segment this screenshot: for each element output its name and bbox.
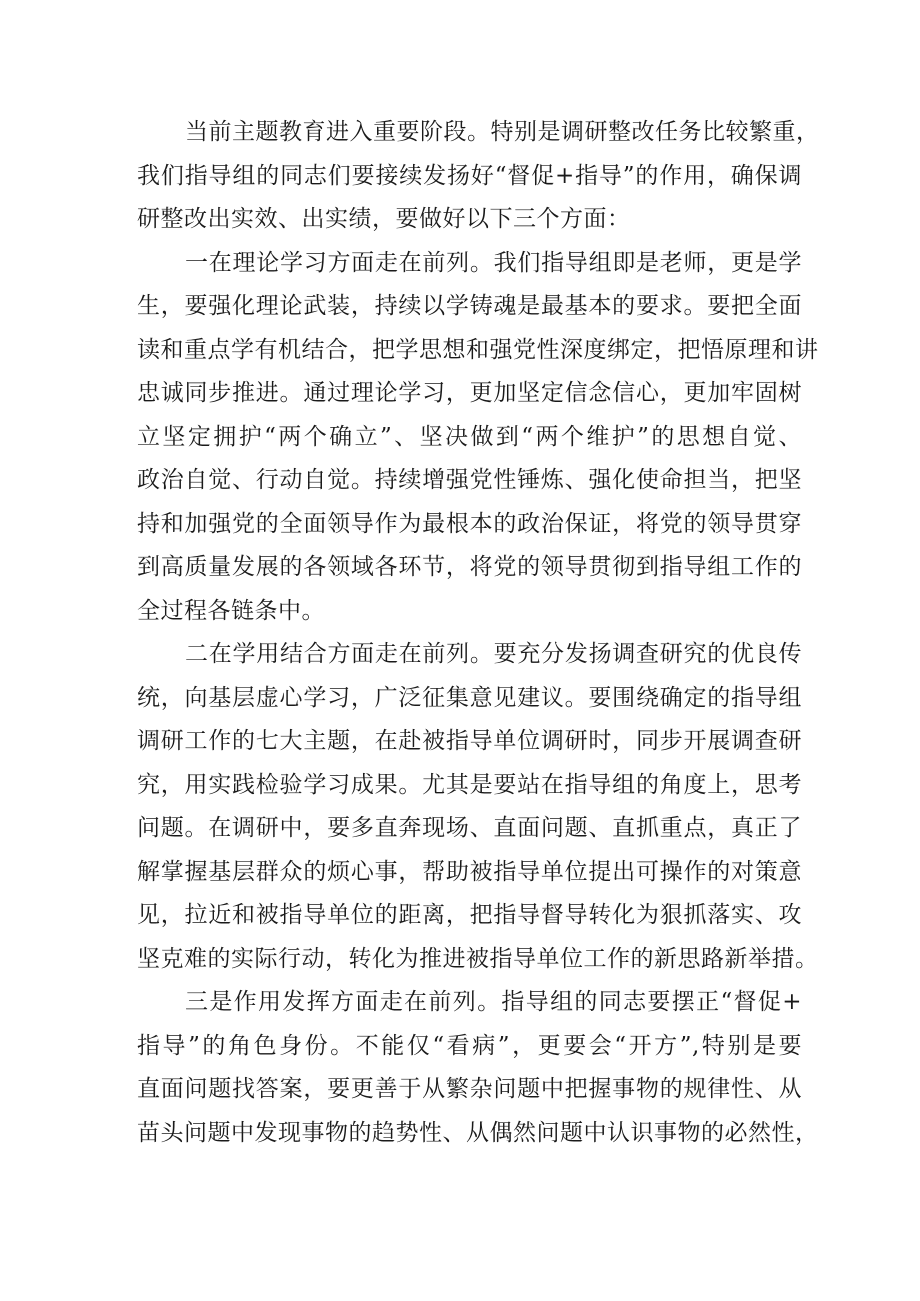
paragraph-3-line-2: 统，向基层虚心学习，广泛征集意见建议。要围绕确定的指导组 xyxy=(137,684,802,711)
paragraph-3-line-1: 二在学用结合方面走在前列。要充分发扬调查研究的优良传 xyxy=(185,641,802,667)
paragraph-4-line-2: 指导”的角色身份。不能仅“看病”，更要会“开方”,特别是要 xyxy=(137,1032,802,1059)
paragraph-2-line-3: 读和重点学有机结合，把学思想和强党性深度绑定，把悟原理和讲 xyxy=(137,336,819,363)
paragraph-3-line-6: 解掌握基层群众的烦心事，帮助被指导单位提出可操作的对策意 xyxy=(137,858,802,885)
paragraph-2-line-4: 忠诚同步推进。通过理论学习，更加坚定信念信心，更加牢固树 xyxy=(137,380,802,406)
paragraph-4-line-4: 苗头问题中发现事物的趋势性、从偶然问题中认识事物的必然性， xyxy=(137,1119,819,1146)
paragraph-4-line-3: 直面问题找答案，要更善于从繁杂问题中把握事物的规律性、从 xyxy=(137,1076,802,1102)
paragraph-2-line-7: 持和加强党的全面领导作为最根本的政治保证，将党的领导贯穿 xyxy=(137,510,802,537)
paragraph-3-line-4: 究，用实践检验学习成果。尤其是要站在指导组的角度上，思考 xyxy=(137,771,802,798)
paragraph-3-line-5: 问题。在调研中，要多直奔现场、直面问题、直抓重点，真正了 xyxy=(137,815,802,841)
paragraph-3-line-3: 调研工作的七大主题，在赴被指导单位调研时，同步开展调查研 xyxy=(137,728,802,754)
paragraph-3-line-7: 见，拉近和被指导单位的距离，把指导督导转化为狠抓落实、攻 xyxy=(137,902,802,928)
paragraph-2-line-6: 政治自觉、行动自觉。持续增强党性锤炼、强化使命担当，把坚 xyxy=(137,467,802,493)
paragraph-2-line-5: 立坚定拥护“两个确立”、坚决做到“两个维护”的思想自觉、 xyxy=(137,423,802,450)
paragraph-1-line-3: 研整改出实效、出实绩，要做好以下三个方面： xyxy=(137,206,631,232)
paragraph-1-line-1: 当前主题教育进入重要阶段。特别是调研整改任务比较繁重， xyxy=(185,119,820,145)
paragraph-3-line-8: 坚克难的实际行动，转化为推进被指导单位工作的新思路新举措。 xyxy=(137,945,819,972)
paragraph-1-line-2: 我们指导组的同志们要接续发扬好“督促+指导”的作用，确保调 xyxy=(137,162,802,189)
paragraph-2-line-8: 到高质量发展的各领域各环节，将党的领导贯彻到指导组工作的 xyxy=(137,554,802,580)
document-body xyxy=(137,111,820,1155)
paragraph-2-line-2: 生，要强化理论武装，持续以学铸魂是最基本的要求。要把全面 xyxy=(137,293,802,319)
paragraph-2-line-1: 一在理论学习方面走在前列。我们指导组即是老师，更是学 xyxy=(185,249,802,276)
paragraph-4-line-1: 三是作用发挥方面走在前列。指导组的同志要摆正“督促+ xyxy=(185,989,802,1015)
paragraph-2-line-9: 全过程各链条中。 xyxy=(137,597,325,624)
